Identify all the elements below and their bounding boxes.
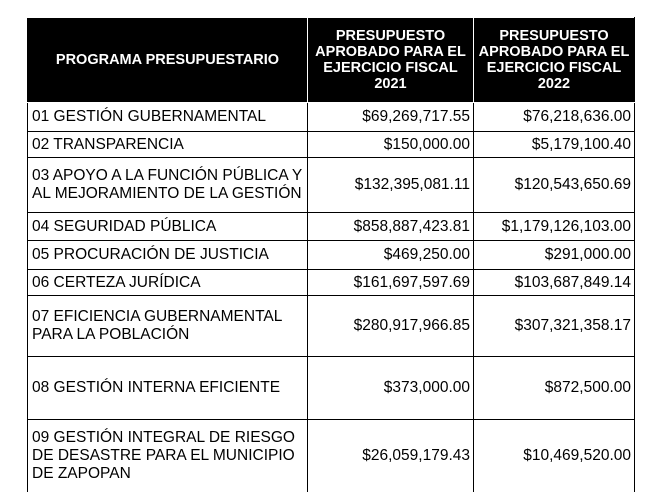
program-cell: 04 SEGURIDAD PÚBLICA <box>28 213 308 241</box>
table-row <box>28 296 635 357</box>
program-cell: 05 PROCURACIÓN DE JUSTICIA <box>28 241 308 270</box>
budget-2022-cell: $120,543,650.69 <box>474 158 635 213</box>
budget-2021-cell: $858,887,423.81 <box>308 213 474 241</box>
budget-2021-cell: $69,269,717.55 <box>308 103 474 132</box>
budget-2022-cell: $76,218,636.00 <box>474 103 635 132</box>
budget-2021-cell: $26,059,179.43 <box>308 420 474 493</box>
budget-table <box>27 17 635 492</box>
table-row <box>28 241 635 270</box>
budget-2022-cell: $1,179,126,103.00 <box>474 213 635 241</box>
budget-2022-cell: $5,179,100.40 <box>474 132 635 158</box>
budget-2021-cell: $150,000.00 <box>308 132 474 158</box>
budget-2021-cell: $469,250.00 <box>308 241 474 270</box>
budget-2021-cell: $373,000.00 <box>308 357 474 420</box>
budget-2021-cell: $161,697,597.69 <box>308 270 474 296</box>
table-row <box>28 270 635 296</box>
header-program: PROGRAMA PRESUPUESTARIO <box>28 18 308 103</box>
budget-2021-cell: $132,395,081.11 <box>308 158 474 213</box>
table-row <box>28 158 635 213</box>
program-cell: 09 GESTIÓN INTEGRAL DE RIESGO DE DESASTRE PARA EL MUNICIPIO DE ZAPOPAN <box>28 420 308 493</box>
table-row <box>28 132 635 158</box>
budget-2022-cell: $872,500.00 <box>474 357 635 420</box>
program-cell: 01 GESTIÓN GUBERNAMENTAL <box>28 103 308 132</box>
header-budget-2022: PRESUPUESTO APROBADO PARA EL EJERCICIO FISCAL 2022 <box>474 18 635 103</box>
budget-2022-cell: $103,687,849.14 <box>474 270 635 296</box>
table-row <box>28 357 635 420</box>
program-cell: 03 APOYO A LA FUNCIÓN PÚBLICA Y AL MEJORAMIENTO DE LA GESTIÓN <box>28 158 308 213</box>
program-cell: 08 GESTIÓN INTERNA EFICIENTE <box>28 357 308 420</box>
header-row <box>28 18 635 103</box>
table-header <box>28 18 635 103</box>
table-row <box>28 103 635 132</box>
program-cell: 06 CERTEZA JURÍDICA <box>28 270 308 296</box>
table-row <box>28 420 635 493</box>
budget-2021-cell: $280,917,966.85 <box>308 296 474 357</box>
program-cell: 07 EFICIENCIA GUBERNAMENTAL PARA LA POBLACIÓN <box>28 296 308 357</box>
table-row <box>28 213 635 241</box>
budget-2022-cell: $10,469,520.00 <box>474 420 635 493</box>
table-body <box>28 103 635 493</box>
program-cell: 02 TRANSPARENCIA <box>28 132 308 158</box>
budget-2022-cell: $307,321,358.17 <box>474 296 635 357</box>
header-budget-2021: PRESUPUESTO APROBADO PARA EL EJERCICIO FISCAL 2021 <box>308 18 474 103</box>
budget-2022-cell: $291,000.00 <box>474 241 635 270</box>
